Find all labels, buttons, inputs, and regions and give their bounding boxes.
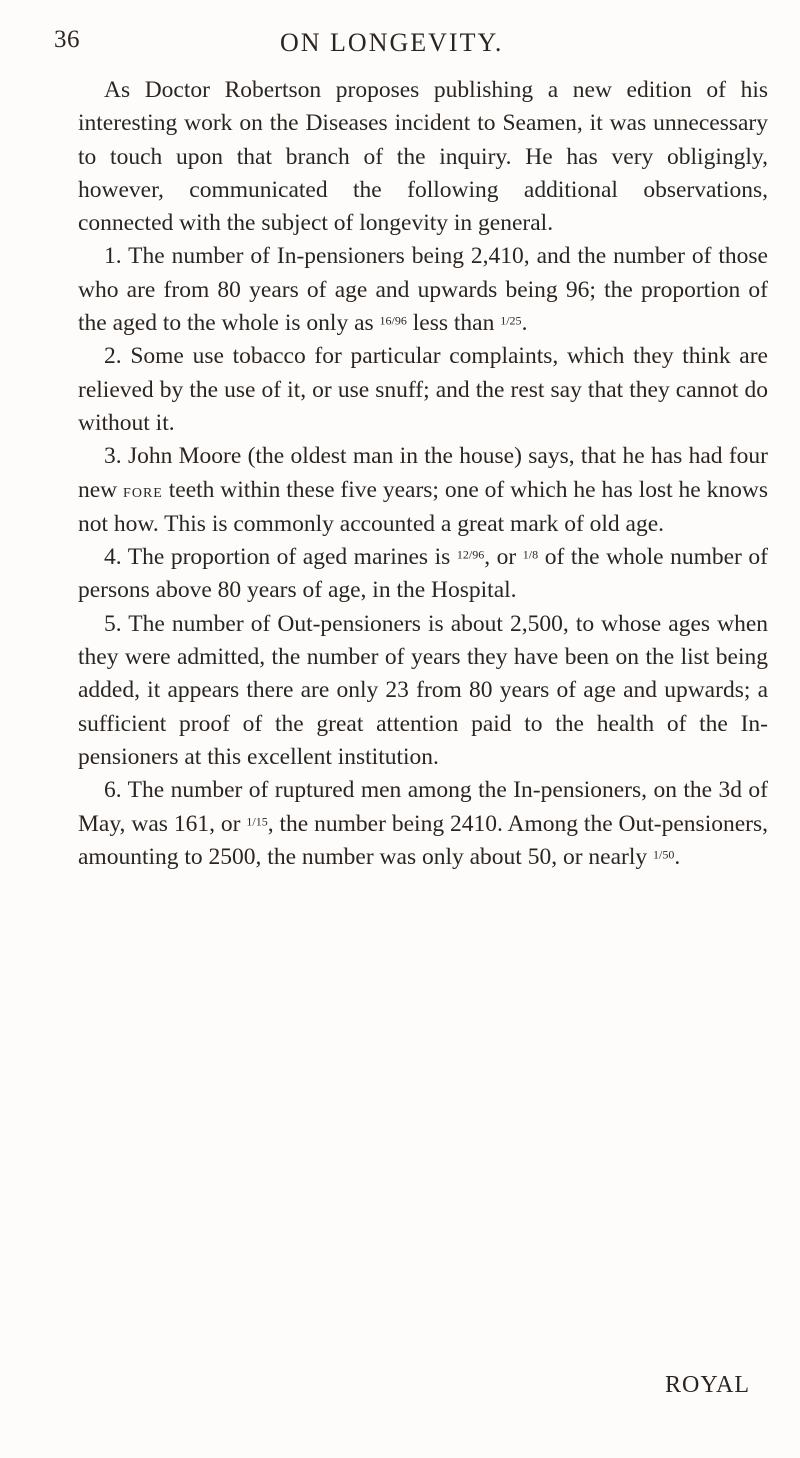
paragraph-text: As Doctor Robertson proposes publishing a new edition of his interesting work on the Diseases incident to Seamen, it was unnecessary to touch upon that branch of the inquiry. He has very obligingly, however, communicated the following additional observations, connected with the subject of longevity in general.: [78, 77, 768, 237]
paragraph-text: .: [521, 310, 528, 337]
paragraph-text: 2. Some use tobacco for particular complaints, which they think are relieved by the use of it, or use snuff; and the rest say that they cannot do without it.: [78, 343, 768, 436]
fraction: 1/15: [246, 814, 268, 829]
paragraph-text: 3. John Moore (the oldest man in the house) says, that he has had four new: [78, 443, 768, 503]
paragraph-text: 4. The proportion of aged marines is: [104, 544, 457, 571]
body-text: [78, 74, 768, 874]
page-number: 36: [54, 26, 80, 53]
paragraph-text: , the number being 2410. Among the Out-pensioners, amounting to 2500, the number was only about 50, or nearly: [78, 810, 769, 870]
fraction: 1/50: [653, 847, 675, 862]
small-caps-word: fore: [123, 479, 163, 502]
paragraph-text: teeth within these five years; one of which he has lost he knows not how. This is commonly accounted a great mark of old age.: [78, 476, 768, 537]
paragraph-text: of the whole number of persons above 80 years of age, in the Hospital.: [78, 544, 769, 604]
running-title: ON LONGEVITY.: [280, 28, 504, 57]
paragraph-item-4: [78, 541, 768, 608]
fraction: 16/96: [379, 313, 407, 328]
fraction: 12/96: [456, 547, 485, 562]
paragraph-item-6: [78, 774, 768, 874]
paragraph-item-2: [78, 340, 768, 440]
paragraph-text: less than: [406, 310, 501, 337]
paragraph-text: 1. The number of In-pensioners being 2,410, and the number of those who are from 80 years of age and upwards being 96; the proportion of the aged to the whole is only as: [78, 243, 768, 337]
paragraph-item-1: [78, 240, 768, 340]
paragraph-item-5: [78, 608, 768, 774]
paragraph-text: 6. The number of ruptured men among the In-pensioners, on the 3d of May, was 161, or: [78, 777, 768, 837]
paragraph-intro: [78, 74, 768, 240]
running-head: [50, 22, 760, 62]
paragraph-text: .: [674, 843, 681, 870]
fraction: 1/8: [522, 547, 539, 562]
paragraph-text: , or: [484, 544, 523, 571]
paragraph-item-3: [78, 440, 768, 541]
catchword: ROYAL: [664, 1372, 750, 1398]
paragraph-text: 5. The number of Out-pensioners is about 2,500, to whose ages when they were admitted, the number of years they have been on the list being added, it appears there are only 23 from 80 years of age and upwards; a sufficient proof of the great attention paid to the health of the In-pensioners at this excellent institution.: [78, 610, 768, 770]
fraction: 1/25: [500, 313, 522, 328]
